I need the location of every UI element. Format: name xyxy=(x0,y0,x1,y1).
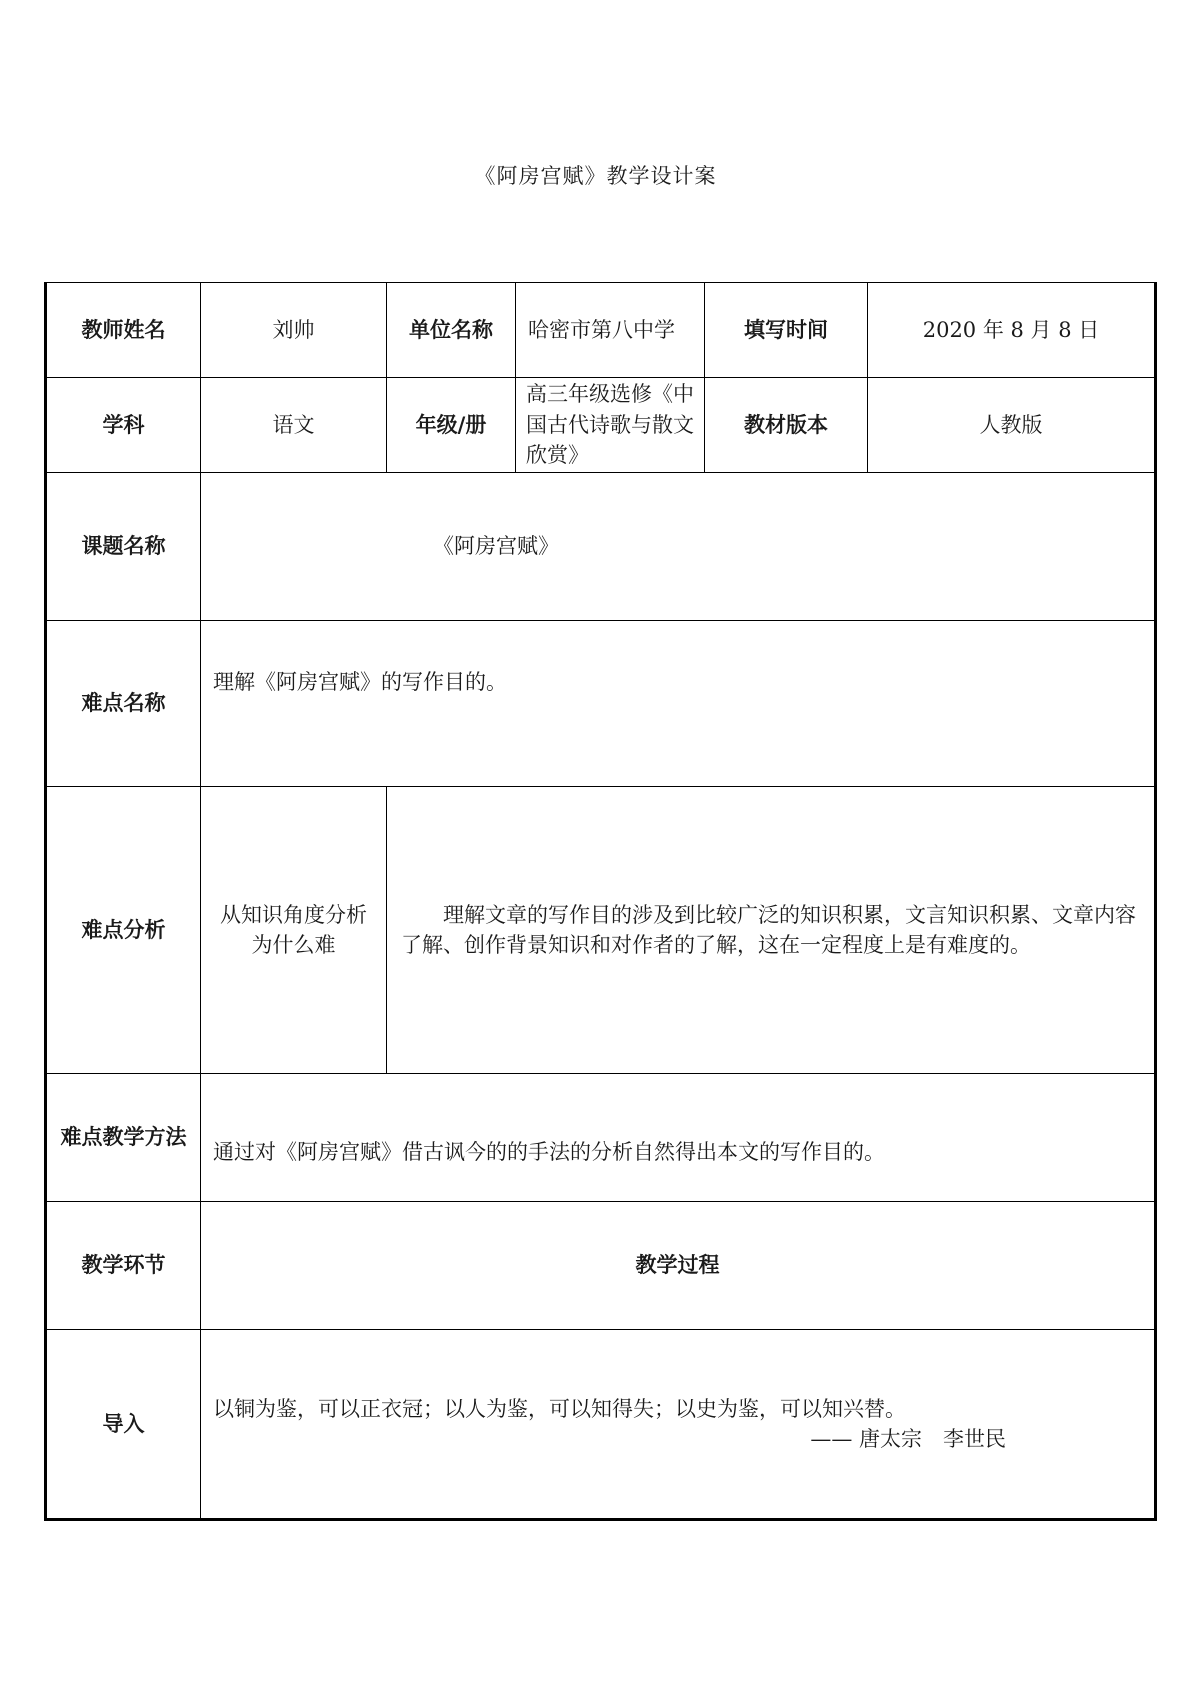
document-title-text: 《阿房宫赋》教学设计案 xyxy=(474,164,717,188)
subject-label: 学科 xyxy=(46,378,201,473)
document-title xyxy=(0,160,1191,190)
intro-content xyxy=(201,1330,1156,1520)
grade-label: 年级/册 xyxy=(387,378,516,473)
intro-source: —— 唐太宗 李世民 xyxy=(810,1427,1006,1451)
unit-label: 单位名称 xyxy=(387,283,516,378)
method-label: 难点教学方法 xyxy=(46,1074,201,1202)
lesson-plan-table xyxy=(44,282,1157,1521)
unit-value: 哈密市第八中学 xyxy=(516,283,705,378)
teacher-value: 刘帅 xyxy=(201,283,387,378)
method-row xyxy=(46,1074,1156,1202)
intro-label: 导入 xyxy=(46,1330,201,1520)
topic-label: 课题名称 xyxy=(46,473,201,621)
date-value: 2020 年 8 月 8 日 xyxy=(868,283,1156,378)
analysis-value: 理解文章的写作目的涉及到比较广泛的知识积累，文言知识积累、文章内容了解、创作背景知识和对作者的了解，这在一定程度上是有难度的。 xyxy=(387,787,1156,1074)
date-label: 填写时间 xyxy=(705,283,868,378)
process-header-value: 教学过程 xyxy=(201,1202,1156,1330)
subject-row xyxy=(46,378,1156,473)
difficulty-value: 理解《阿房宫赋》的写作目的。 xyxy=(201,621,1156,787)
analysis-label: 难点分析 xyxy=(46,787,201,1074)
grade-value: 高三年级选修《中国古代诗歌与散文欣赏》 xyxy=(516,378,705,473)
intro-row xyxy=(46,1330,1156,1520)
textbook-value: 人教版 xyxy=(868,378,1156,473)
topic-row xyxy=(46,473,1156,621)
analysis-row xyxy=(46,787,1156,1074)
process-header-row xyxy=(46,1202,1156,1330)
intro-quote: 以铜为鉴，可以正衣冠；以人为鉴，可以知得失；以史为鉴，可以知兴替。 xyxy=(213,1396,906,1421)
subject-value: 语文 xyxy=(201,378,387,473)
topic-value: 《阿房宫赋》 xyxy=(201,473,1156,621)
textbook-label: 教材版本 xyxy=(705,378,868,473)
analysis-sub-label: 从知识角度分析为什么难 xyxy=(201,787,387,1074)
header-row xyxy=(46,283,1156,378)
difficulty-row xyxy=(46,621,1156,787)
process-step-label: 教学环节 xyxy=(46,1202,201,1330)
method-value: 通过对《阿房宫赋》借古讽今的的手法的分析自然得出本文的写作目的。 xyxy=(201,1074,1156,1202)
difficulty-label: 难点名称 xyxy=(46,621,201,787)
teacher-label: 教师姓名 xyxy=(46,283,201,378)
